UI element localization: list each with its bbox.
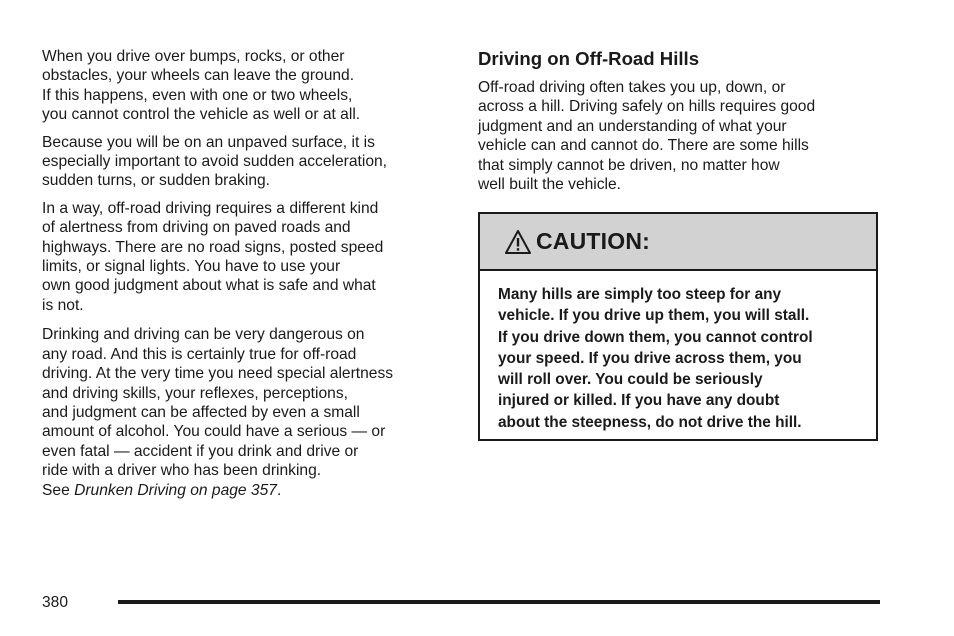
paragraph-wheels-leave-ground bbox=[42, 47, 454, 125]
page-number: 380 bbox=[42, 594, 69, 611]
text-line: vehicle. If you drive up them, you will stall. bbox=[498, 307, 810, 325]
see-prefix: See bbox=[42, 481, 75, 499]
text-line: Because you will be on an unpaved surface, it is bbox=[42, 133, 375, 151]
paragraph-drinking-driving bbox=[42, 325, 454, 500]
text-line: and driving skills, your reflexes, perceptions, bbox=[42, 384, 348, 402]
text-line: across a hill. Driving safely on hills requires good bbox=[478, 98, 816, 116]
see-suffix: . bbox=[276, 481, 282, 499]
text-line: well built the vehicle. bbox=[478, 176, 622, 194]
text-line: especially important to avoid sudden acceleration, bbox=[42, 153, 387, 171]
text-line: driving. At the very time you need special alertness bbox=[42, 365, 394, 383]
text-line: and judgment can be affected by even a small bbox=[42, 403, 360, 421]
text-line: any road. And this is certainly true for off-road bbox=[42, 345, 357, 363]
text-line: obstacles, your wheels can leave the ground. bbox=[42, 67, 355, 85]
text-line: highways. There are no road signs, posted speed bbox=[42, 238, 384, 256]
text-line: Off-road driving often takes you up, down, or bbox=[478, 79, 786, 96]
paragraph-unpaved-surface bbox=[42, 133, 454, 191]
text-line: vehicle can and cannot do. There are some hills bbox=[478, 137, 809, 155]
text-line: about the steepness, do not drive the hill. bbox=[498, 413, 802, 431]
text-line: If you drive down them, you cannot control bbox=[498, 328, 813, 346]
text-line: own good judgment about what is safe and what bbox=[42, 277, 376, 295]
paragraph-alertness bbox=[42, 199, 454, 315]
text-line: sudden turns, or sudden braking. bbox=[42, 172, 270, 190]
text-line: ride with a driver who has been drinking. bbox=[42, 462, 322, 480]
text-line: Many hills are simply too steep for any bbox=[498, 286, 782, 303]
text-line: you cannot control the vehicle as well or at all. bbox=[42, 106, 361, 124]
text-line: even fatal — accident if you drink and drive or bbox=[42, 442, 359, 460]
text-line: is not. bbox=[42, 296, 84, 314]
text-line: your speed. If you drive across them, you bbox=[498, 349, 802, 367]
text-line: If this happens, even with one or two wheels, bbox=[42, 86, 353, 104]
cross-reference-link[interactable]: Drunken Driving on page 357 bbox=[74, 481, 277, 499]
text-line: Drinking and driving can be very dangerous on bbox=[42, 326, 365, 344]
text-line: judgment and an understanding of what your bbox=[478, 117, 787, 135]
warning-triangle-icon bbox=[504, 229, 532, 255]
text-line: will roll over. You could be seriously bbox=[498, 371, 763, 389]
text-line: In a way, off-road driving requires a different kind bbox=[42, 199, 379, 217]
see-reference-line bbox=[42, 481, 454, 500]
text-line: injured or killed. If you have any doubt bbox=[498, 392, 780, 410]
text-line: amount of alcohol. You could have a serious — or bbox=[42, 423, 386, 441]
section-heading: Driving on Off-Road Hills bbox=[478, 48, 700, 69]
left-column bbox=[42, 47, 454, 505]
caution-body bbox=[480, 271, 876, 433]
caution-box bbox=[478, 212, 878, 441]
paragraph-off-road-hills bbox=[478, 78, 882, 194]
footer-rule bbox=[118, 600, 880, 604]
caution-title: CAUTION: bbox=[536, 228, 651, 254]
right-column bbox=[478, 47, 882, 194]
text-line: that simply cannot be driven, no matter how bbox=[478, 156, 780, 174]
text-line: When you drive over bumps, rocks, or other bbox=[42, 48, 345, 65]
caution-header bbox=[480, 214, 876, 271]
text-line: limits, or signal lights. You have to use your bbox=[42, 258, 341, 276]
text-line: of alertness from driving on paved roads and bbox=[42, 219, 351, 237]
